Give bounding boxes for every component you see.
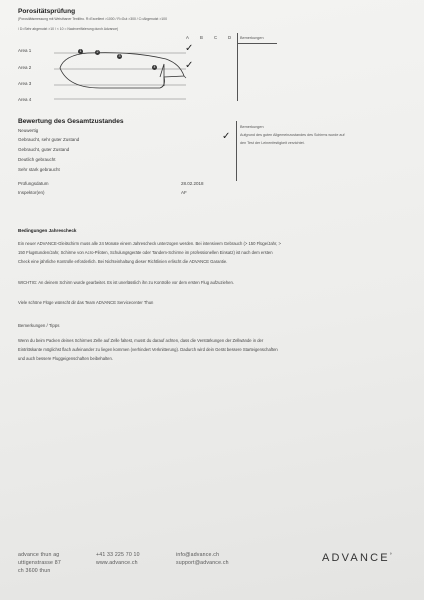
conditions-line-1: Ein neuer ADVANCE-Gleitschirm muss alle 24 Monate einem Jahrescheck unterzogen werden. Bei intensivem Gebrauch (> 150 Flüge/Jahr, > xyxy=(18,241,281,246)
porosity-note-line2: / D=Sehr abgenutzt >10 / < 10 = Nachverifizierung durch Advance) xyxy=(18,27,119,31)
brand-mark: ° xyxy=(389,552,392,559)
porosity-title: Porositätsprüfung xyxy=(18,8,76,15)
column-header-d: D xyxy=(228,35,232,40)
inspector-label: Inspektor(en) xyxy=(18,190,45,195)
footer-company: advance thun ag xyxy=(18,552,60,558)
area-3-label: Area 3 xyxy=(18,81,32,86)
area-1-label: Area 1 xyxy=(18,48,32,53)
column-header-b: B xyxy=(200,35,203,40)
marker-4: 4 xyxy=(153,65,156,69)
footer-phone: +41 33 225 70 10 xyxy=(96,552,140,558)
conditions-line-3: Check eine jährliche Kontrolle erforderlich. Bei Nichteinhaltung dieser Richtlinien erlischt die ADVANCE Garantie. xyxy=(18,259,228,264)
conditions-line-2: 150 Flugstunden/Jahr, Schirme von Acro-Piloten, Schulungsgeräte oder Tandem-Schirme im professionellen Einsatz) ist nach dem ersten xyxy=(18,250,273,255)
footer-street: uttigenstrasse 87 xyxy=(18,560,61,566)
porosity-note-line1: (Porositätsmessung mit Weisthaner Textiltro. R=Excellent >1000 / R=Gut >300 / C=Abgenutzt >100 xyxy=(18,17,167,21)
porosity-remarks-header: Bemerkungen xyxy=(240,36,264,40)
conditions-greeting: Viele schöne Flüge wünscht dir das Team ADVANCE Servicecenter Thun xyxy=(18,300,154,305)
inspection-date-label: Prüfungsdatum xyxy=(18,181,49,186)
condition-option-2: Gebraucht, sehr guter Zustand xyxy=(18,137,80,142)
advance-logo xyxy=(322,552,392,564)
marker-3: 3 xyxy=(118,54,121,58)
tips-line-3: und auch bessere Fluggeigenschaften beibehalten. xyxy=(18,356,113,361)
marker-1: 1 xyxy=(79,49,82,53)
marker-2: 2 xyxy=(96,50,99,54)
condition-remarks-line2: den Test der Leinenfestigkeit verzichtet. xyxy=(240,141,305,145)
condition-title: Bewertung des Gesamtzustandes xyxy=(18,118,124,125)
condition-remarks-line1: Aufgrund des guten Allgemeinzustandes des Schirms wurde auf xyxy=(240,133,345,137)
footer-support[interactable]: support@advance.ch xyxy=(176,560,229,566)
condition-option-1: Neuwertig xyxy=(18,128,39,133)
tips-line-1: Wenn du beim Packen deines Schirmes Zelle auf Zelle faltest, musst du darauf achten, dass die Verstärkungen der Zellwände in der xyxy=(18,338,264,343)
footer-city: ch 3600 thun xyxy=(18,568,51,574)
tips-title: Bemerkungen / Tipps xyxy=(18,323,60,328)
column-header-a: A xyxy=(186,35,189,40)
condition-option-4: Deutlich gebraucht xyxy=(18,157,56,162)
area-2-label: Area 2 xyxy=(18,65,32,70)
column-header-c: C xyxy=(214,35,218,40)
footer-email[interactable]: info@advance.ch xyxy=(176,552,220,558)
condition-option-3: Gebraucht, guter Zustand xyxy=(18,147,70,152)
brand-name: ADVANCE xyxy=(322,552,390,564)
remarks-underline xyxy=(237,43,277,44)
condition-remarks-header: Bemerkungen xyxy=(240,125,264,129)
condition-option-5: Sehr stark gebraucht xyxy=(18,167,60,172)
condition-remarks-divider xyxy=(236,121,237,181)
conditions-title: Bedingungen Jahrescheck xyxy=(18,228,77,233)
inspection-date-value: 28.02.2018 xyxy=(181,181,204,186)
check-condition-icon: ✓ xyxy=(222,131,231,142)
check-area-2-icon: ✓ xyxy=(185,60,194,71)
area-4-label: Area 4 xyxy=(18,97,32,102)
tips-line-2: Eintrittskante möglichst flach aufeinander zu liegen kommen (verhindert Verknitterung). Dadurch wird dein Gerät bessere Starteigenschaften xyxy=(18,347,278,352)
inspector-value: AF xyxy=(181,190,187,195)
check-area-1-icon: ✓ xyxy=(185,43,194,54)
footer-web[interactable]: www.advance.ch xyxy=(96,560,138,566)
conditions-warning: WICHTIG: An deinem Schirm wurde gearbeitet. Es ist unerlässlich ihn zu Kontrolle vor dem ersten Flug aufzuziehen. xyxy=(18,280,234,285)
